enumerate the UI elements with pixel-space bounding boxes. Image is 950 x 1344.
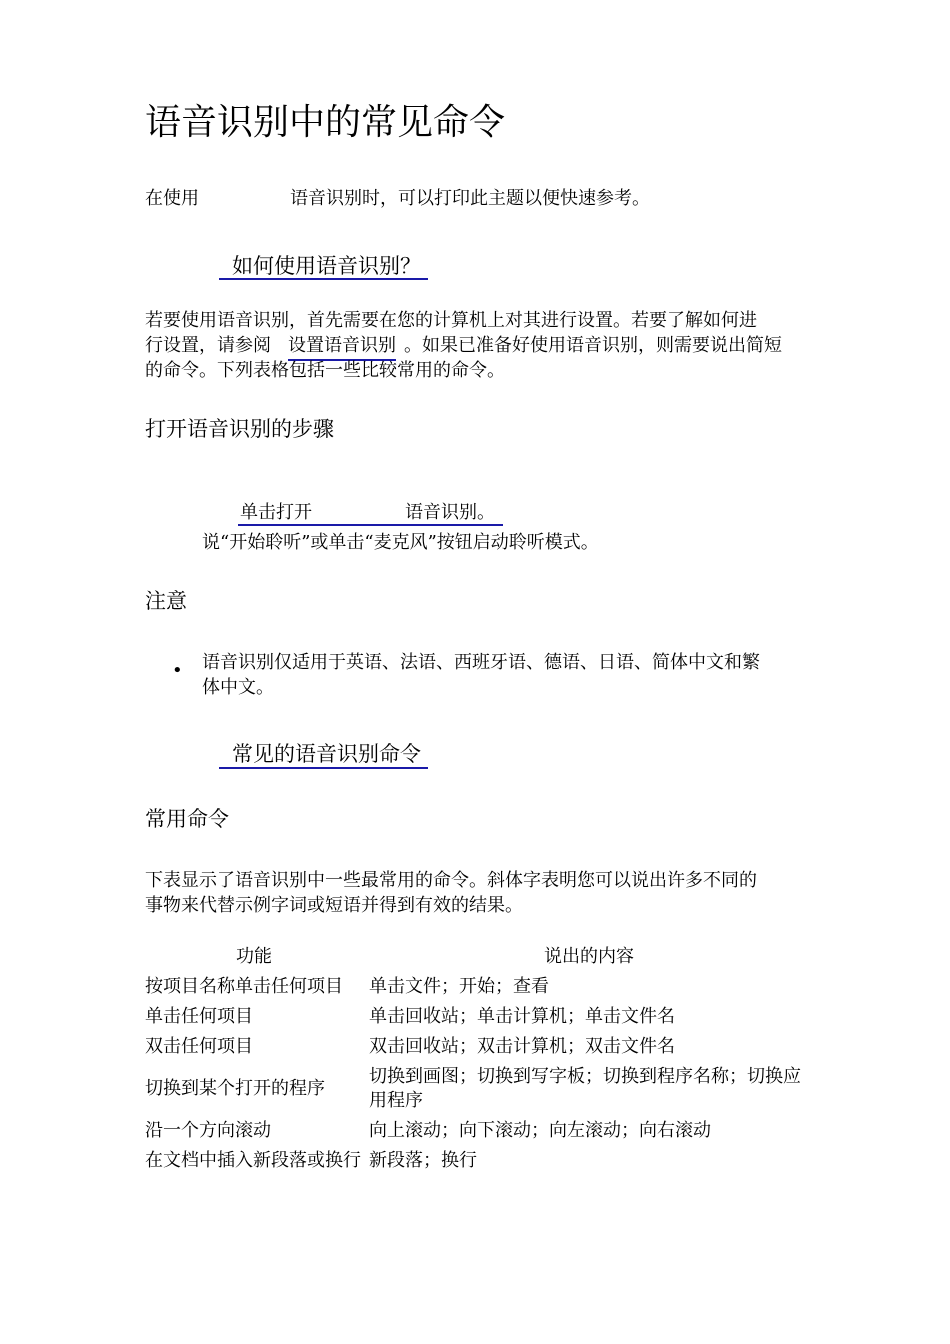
cell-function: 切换到某个打开的程序	[145, 1078, 325, 1099]
table-row	[142, 1032, 812, 1062]
cell-say: 双击回收站；双击计算机；双击文件名	[369, 1036, 675, 1057]
intro-prefix: 在使用	[145, 188, 199, 209]
header-say-this: 说出的内容	[544, 946, 634, 967]
para-setup-line2-a: 行设置，请参阅	[145, 335, 271, 356]
cell-say: 单击回收站；单击计算机；单击文件名	[369, 1006, 675, 1027]
cell-say: 切换到画图；切换到写字板；切换到程序名称；切换应用程序	[369, 1066, 801, 1111]
table-row	[142, 972, 812, 1002]
cell-say: 向上滚动；向下滚动；向左滚动；向右滚动	[369, 1120, 711, 1141]
cell-function: 双击任何项目	[145, 1036, 253, 1057]
link-underline	[219, 278, 428, 280]
note-line2: 体中文。	[202, 677, 274, 698]
step1-part-a[interactable]: 单击打开	[240, 502, 312, 523]
note-line1: 语音识别仅适用于英语、法语、西班牙语、德语、日语、简体中文和繁	[202, 652, 760, 673]
link-setup-speech-recognition[interactable]: 设置语音识别	[288, 333, 396, 361]
table-intro-line1: 下表显示了语音识别中一些最常用的命令。斜体字表明您可以说出许多不同的	[145, 870, 757, 891]
para-setup-line2-b: 。如果已准备好使用语音识别，则需要说出简短	[404, 335, 782, 356]
cell-function: 单击任何项目	[145, 1006, 253, 1027]
cell-say: 新段落；换行	[369, 1150, 477, 1171]
steps-heading: 打开语音识别的步骤	[145, 417, 334, 441]
header-function: 功能	[236, 946, 272, 967]
commands-table	[142, 942, 812, 1176]
table-row	[142, 1062, 812, 1116]
link-underline	[219, 767, 428, 769]
cell-function: 在文档中插入新段落或换行	[145, 1150, 361, 1171]
table-row	[142, 1146, 812, 1176]
para-setup-line1: 若要使用语音识别，首先需要在您的计算机上对其进行设置。若要了解如何进	[145, 310, 757, 331]
cell-say: 单击文件；开始；查看	[369, 976, 549, 997]
common-commands-heading: 常用命令	[145, 807, 229, 831]
table-header-row	[142, 942, 812, 972]
page-title: 语音识别中的常见命令	[145, 102, 506, 143]
table-row	[142, 1116, 812, 1146]
step1-underline	[238, 524, 503, 526]
note-heading: 注意	[145, 589, 187, 613]
para-setup-line3: 的命令。下列表格包括一些比较常用的命令。	[145, 360, 505, 381]
section-link-common-commands[interactable]: 常见的语音识别命令	[232, 742, 421, 766]
section-link-how-to-use[interactable]: 如何使用语音识别？	[232, 254, 421, 278]
table-row	[142, 1002, 812, 1032]
cell-function: 沿一个方向滚动	[145, 1120, 271, 1141]
step2-text: 说“开始聆听”或单击“麦克风”按钮启动聆听模式。	[202, 532, 599, 553]
table-intro-line2: 事物来代替示例字词或短语并得到有效的结果。	[145, 895, 523, 916]
intro-suffix: 语音识别时，可以打印此主题以便快速参考。	[290, 188, 650, 209]
cell-function: 按项目名称单击任何项目	[145, 976, 343, 997]
step1-part-b[interactable]: 语音识别。	[405, 502, 495, 523]
bullet-icon: •	[172, 660, 183, 681]
